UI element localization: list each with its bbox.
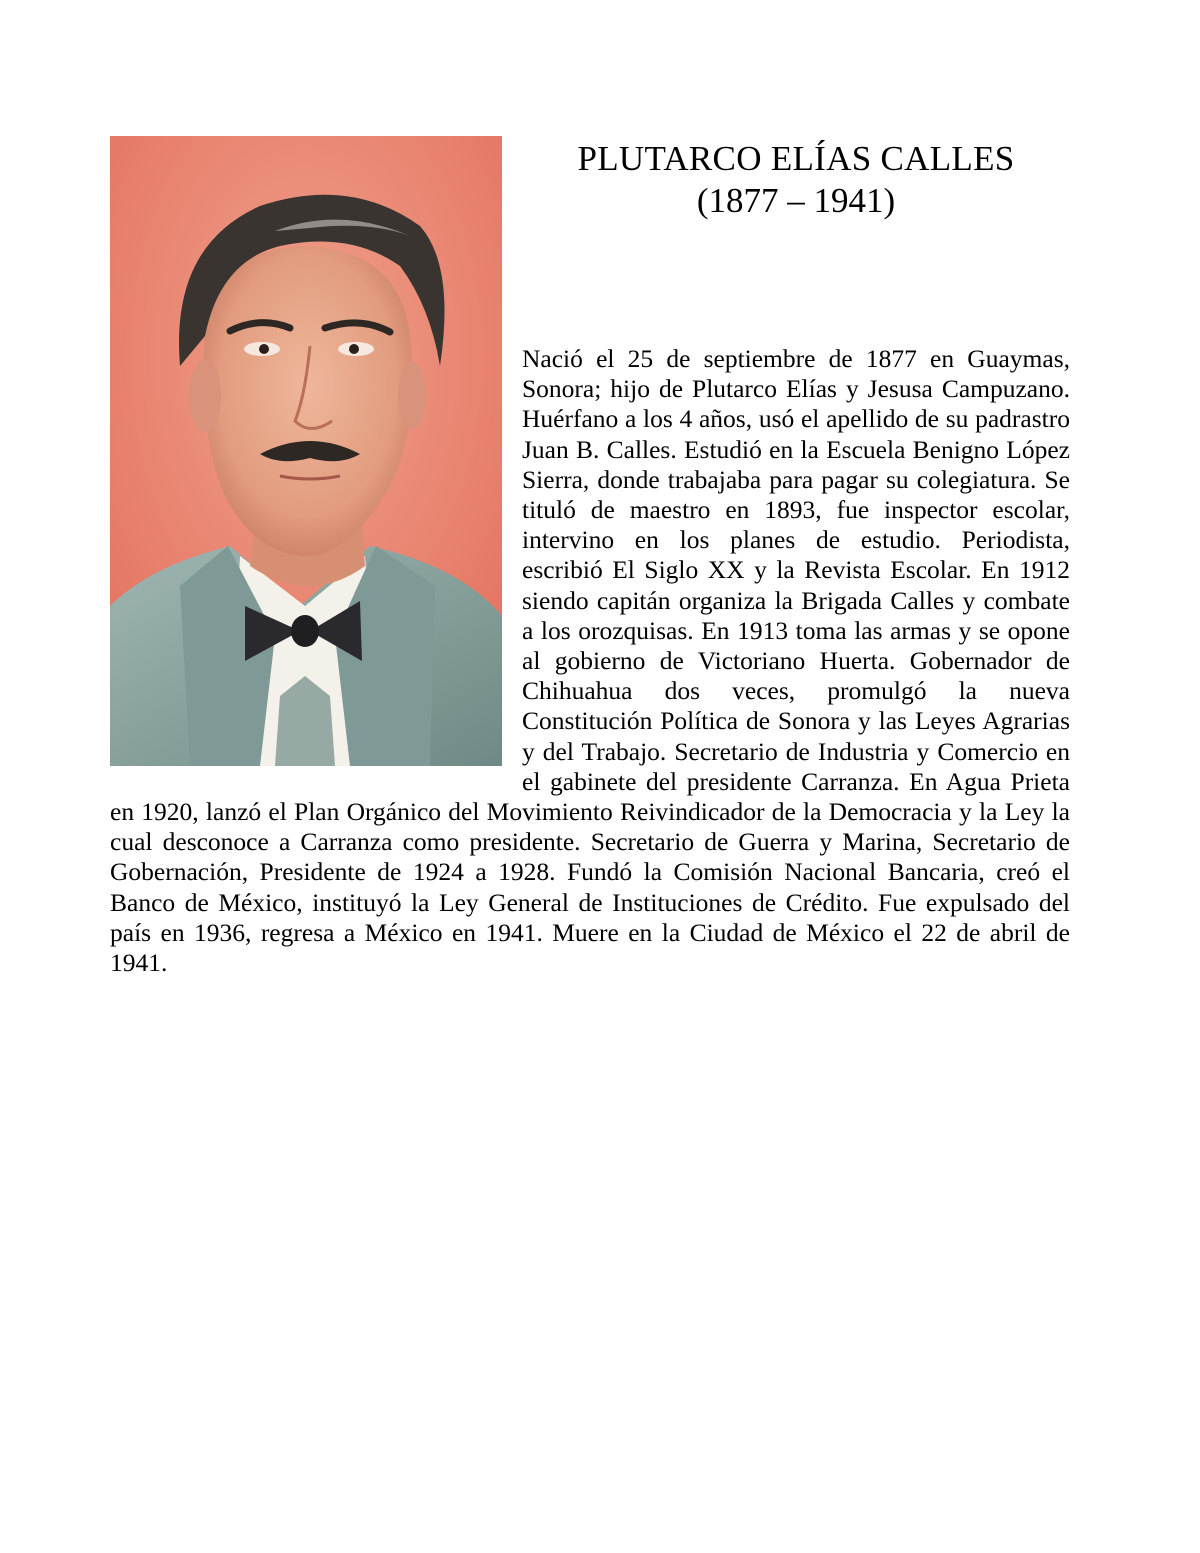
page-title: PLUTARCO ELÍAS CALLES xyxy=(577,139,1015,178)
document-header xyxy=(522,136,1070,344)
portrait-illustration-icon xyxy=(110,136,502,766)
portrait-image xyxy=(110,136,502,766)
life-dates: (1877 – 1941) xyxy=(696,181,896,220)
biography-text: Nació el 25 de septiembre de 1877 en Guaymas, Sonora; hijo de Plutarco Elías y Jesusa Campuzano. Huérfano a los 4 años, usó el apellido de su padrastro Juan B. Calles. Estudió en la Escuela Benigno López Sierra, donde trabajaba para pagar su colegiatura. Se tituló de maestro en 1893, fue inspector escolar, intervino en los planes de estudio. Periodista, escribió El Siglo XX y la Revista Escolar. En 1912 siendo capitán organiza la Brigada Calles y combate a los orozquisas. En 1913 toma las armas y se opone al gobierno de Victoriano Huerta. Gobernador de Chihuahua dos veces, promulgó la nueva Constitución Política de Sonora y las Leyes Agrarias y del Trabajo. Secretario de Industria y Comercio en el gabinete del presidente Carranza. En Agua Prieta en 1920, lanzó el Plan Orgánico del Movimiento Reivindicador de la Democracia y la Ley la cual desconoce a Carranza como presidente. Secretario de Guerra y Marina, Secretario de Gobernación, Presidente de 1924 a 1928. Fundó la Comisión Nacional Bancaria, creó el Banco de México, instituyó la Ley General de Instituciones de Crédito. Fue expulsado del país en 1936, regresa a México en 1941. Muere en la Ciudad de México el 22 de abril de 1941. xyxy=(110,344,1070,978)
document-page xyxy=(110,136,1070,978)
